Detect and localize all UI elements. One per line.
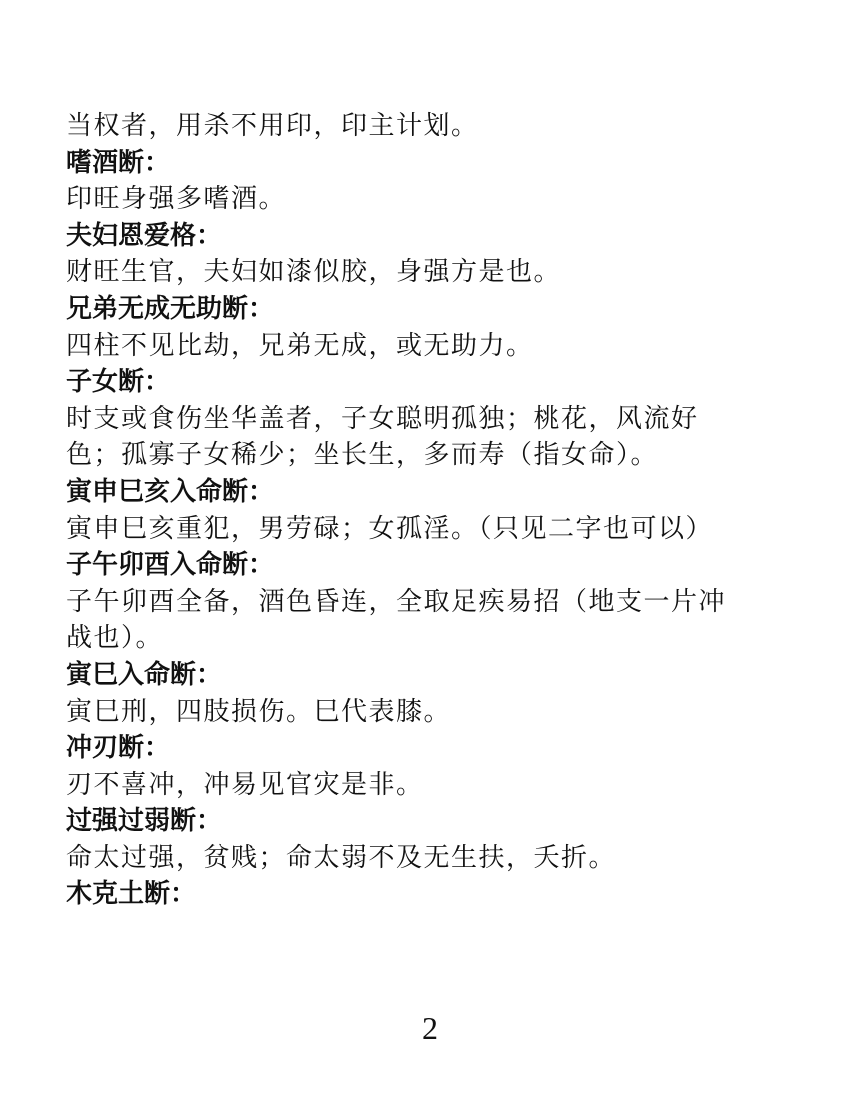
body-line: 寅申巳亥重犯，男劳碌；女孤淫。（只见二字也可以） — [66, 513, 714, 544]
body-line: 战也）。 — [66, 623, 164, 654]
section-heading: 子午卯酉入命断： — [66, 550, 275, 581]
section-heading: 木克土断： — [66, 879, 197, 910]
page-body — [66, 108, 796, 913]
body-line: 寅巳刑，四肢损伤。巳代表膝。 — [66, 696, 452, 727]
section-heading: 子女断： — [66, 367, 171, 398]
body-line: 子午卯酉全备，酒色昏连，全取足疾易招（地支一片冲 — [66, 586, 727, 617]
body-line: 当权者，用杀不用印，印主计划。 — [66, 111, 479, 141]
page-number: 2 — [422, 1010, 438, 1046]
section-heading: 夫妇恩爱格： — [66, 220, 223, 251]
body-line: 财旺生官，夫妇如漆似胶，身强方是也。 — [66, 257, 562, 288]
section-heading: 嗜酒断： — [66, 147, 171, 178]
body-line: 色；孤寡子女稀少；坐长生，多而寿（指女命）。 — [66, 440, 659, 471]
section-heading: 寅申巳亥入命断： — [66, 476, 275, 507]
section-heading: 兄弟无成无助断： — [66, 293, 275, 324]
body-line: 时支或食伤坐华盖者，子女聪明孤独；桃花，风流好 — [66, 403, 699, 434]
body-line: 刃不喜冲，冲易见官灾是非。 — [66, 769, 424, 800]
body-line: 四柱不见比劫，兄弟无成，或无助力。 — [66, 330, 534, 361]
body-line: 印旺身强多嗜酒。 — [66, 184, 287, 215]
section-heading: 过强过弱断： — [66, 806, 223, 837]
section-heading: 冲刃断： — [66, 733, 171, 764]
body-line: 命太过强，贫贱；命太弱不及无生扶，夭折。 — [66, 842, 617, 873]
section-heading: 寅巳入命断： — [66, 659, 223, 690]
